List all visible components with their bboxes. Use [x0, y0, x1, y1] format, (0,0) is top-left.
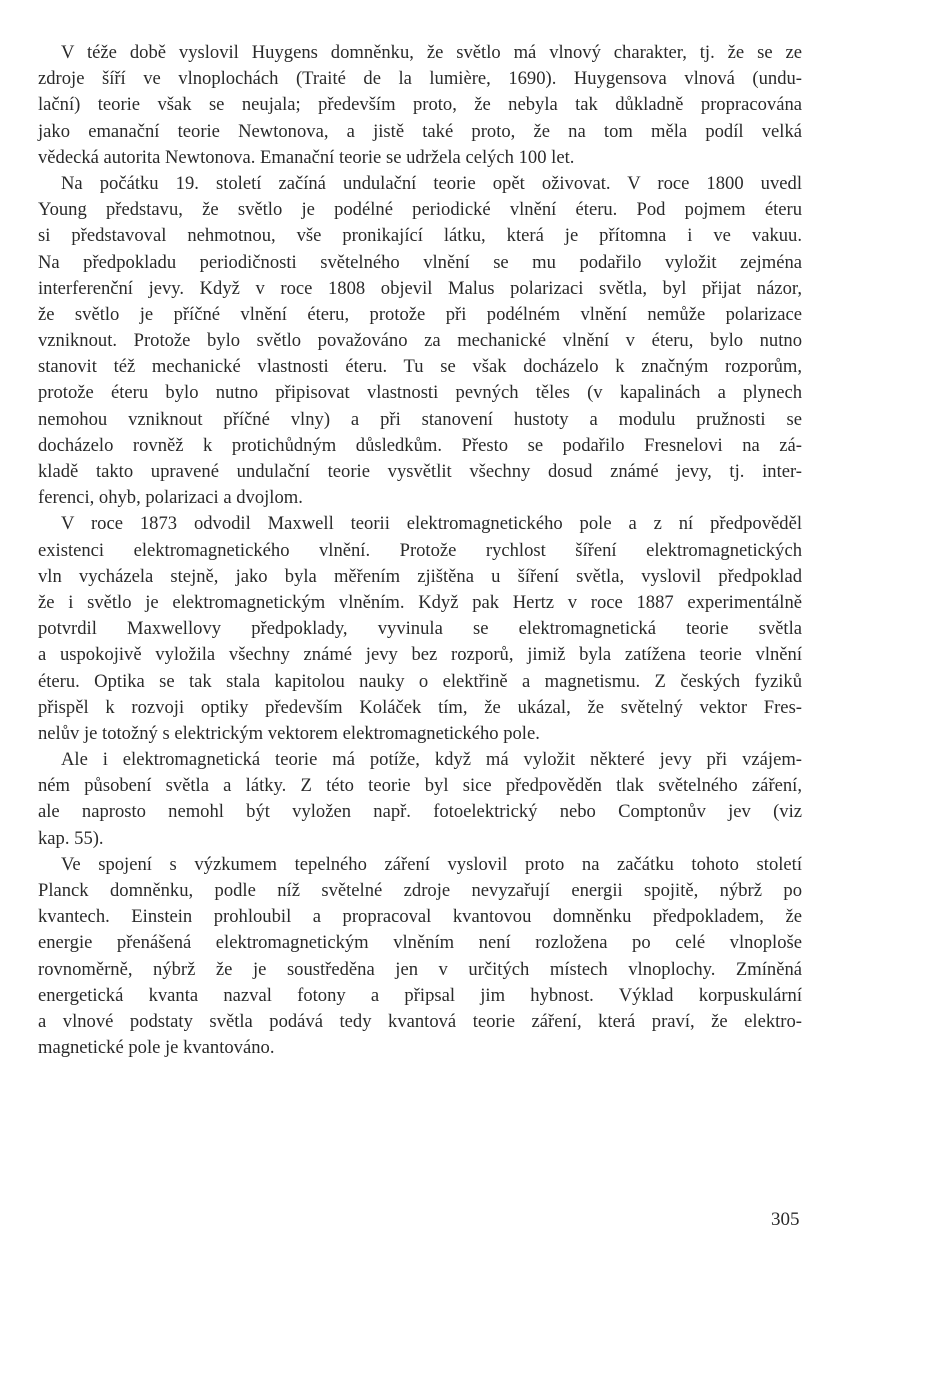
text-line: V roce 1873 odvodil Maxwell teorii elektromagnetického pole a z ní předpověděl: [61, 513, 802, 535]
text-line: kap. 55).: [38, 827, 104, 849]
paragraph: [38, 747, 802, 852]
text-line: vln vycházela stejně, jako byla měřením zjištěna u šíření světla, vyslovil předpoklad: [38, 565, 802, 587]
text-line: V téže době vyslovil Huygens domněnku, že světlo má vlnový charakter, tj. že se ze: [61, 42, 802, 63]
paragraph: [38, 511, 802, 747]
text-line: lační) teorie však se neujala; především proto, že nebyla tak důkladně propracována: [38, 94, 802, 116]
text-line: éteru. Optika se tak stala kapitolou nauky o elektřině a magnetismu. Z českých fyziků: [38, 670, 802, 692]
paragraph: [38, 171, 802, 511]
page-number: 305: [771, 1209, 800, 1230]
text-line: Planck domněnku, podle níž světelné zdroje nevyzařují energii spojitě, nýbrž po: [38, 880, 802, 901]
text-line: Ve spojení s výzkumem tepelného záření vyslovil proto na začátku tohoto století: [61, 853, 802, 875]
text-line: Young představu, že světlo je podélné periodické vlnění éteru. Pod pojmem éteru: [38, 199, 802, 221]
paragraph: [38, 40, 802, 171]
text-line: jako emanační teorie Newtonova, a jistě také proto, že na tom měla podíl velká: [38, 120, 802, 142]
text-line: nemohou vzniknout příčné vlny) a při stanovení hustoty a modulu pružnosti se: [38, 408, 802, 430]
text-line: potvrdil Maxwellovy předpoklady, vyvinula se elektromagnetická teorie světla: [38, 618, 802, 640]
text-line: magnetické pole je kvantováno.: [38, 1037, 275, 1059]
text-line: a uspokojivě vyložila všechny známé jevy bez rozporů, jimiž byla zatížena teorie vlnění: [38, 644, 802, 666]
text-line: Na předpokladu periodičnosti světelného vlnění se mu podařilo vyložit zejména: [38, 251, 802, 273]
text-line: Na počátku 19. století začíná undulační teorie opět oživovat. V roce 1800 uvedl: [61, 172, 802, 194]
text-line: zdroje šíří ve vlnoplochách (Traité de la lumière, 1690). Huygensova vlnová (undu-: [38, 68, 802, 90]
text-line: vzniknout. Protože bylo světlo považováno za mechanické vlnění v éteru, bylo nutno: [38, 330, 802, 352]
text-line: vědecká autorita Newtonova. Emanační teorie se udržela celých 100 let.: [38, 146, 575, 168]
text-line: že i světlo je elektromagnetickým vlněním. Když pak Hertz v roce 1887 experimentálně: [38, 591, 802, 613]
text-line: si představoval nehmotnou, vše pronikající látku, která je přítomna i ve vakuu.: [38, 225, 802, 247]
text-line: že světlo je příčné vlnění éteru, protože při podélném vlnění nemůže polarizace: [38, 303, 802, 325]
text-line: ném působení světla a látky. Z této teorie byl sice předpověděn tlak světelného záření,: [38, 775, 802, 797]
text-line: existenci elektromagnetického vlnění. Protože rychlost šíření elektromagnetických: [38, 539, 802, 561]
text-line: rovnoměrně, nýbrž že je soustředěna jen v určitých místech vlnoplochy. Zmíněná: [38, 958, 802, 980]
text-line: interferenční jevy. Když v roce 1808 objevil Malus polarizaci světla, byl přijat názor,: [38, 277, 802, 299]
text-line: ferenci, ohyb, polarizaci a dvojlom.: [38, 487, 303, 509]
text-line: kladě takto upravené undulační teorie vysvětlit všechny dosud známé jevy, tj. inter-: [38, 461, 802, 482]
text-line: kvantech. Einstein prohloubil a propracoval kvantovou domněnku předpokladem, že: [38, 906, 802, 928]
text-line: docházelo rovněž k protichůdným důsledkům. Přesto se podařilo Fresnelovi na zá-: [38, 434, 802, 456]
text-line: energie přenášená elektromagnetickým vlněním není rozložena po celé vlnoploše: [38, 932, 802, 954]
page-body-text: [38, 40, 802, 1061]
text-line: přispěl k rozvoji optiky především Koláček tím, že ukázal, že světelný vektor Fres-: [38, 696, 802, 718]
text-line: energetická kvanta nazval fotony a připsal jim hybnost. Výklad korpuskulární: [38, 984, 802, 1006]
text-line: stanovit též mechanické vlastnosti éteru. Tu se však docházelo k značným rozporům,: [38, 356, 802, 378]
paragraph: [38, 852, 802, 1062]
text-line: nelův je totožný s elektrickým vektorem elektromagnetického pole.: [38, 722, 540, 744]
text-line: a vlnové podstaty světla podává tedy kvantová teorie záření, která praví, že elektro-: [38, 1010, 802, 1032]
text-line: Ale i elektromagnetická teorie má potíže, když má vyložit některé jevy při vzájem-: [61, 749, 802, 771]
text-line: ale naprosto nemohl být vyložen např. fotoelektrický nebo Comptonův jev (viz: [38, 801, 802, 823]
text-line: protože éteru bylo nutno připisovat vlastnosti pevných těles (v kapalinách a plynech: [38, 382, 802, 404]
